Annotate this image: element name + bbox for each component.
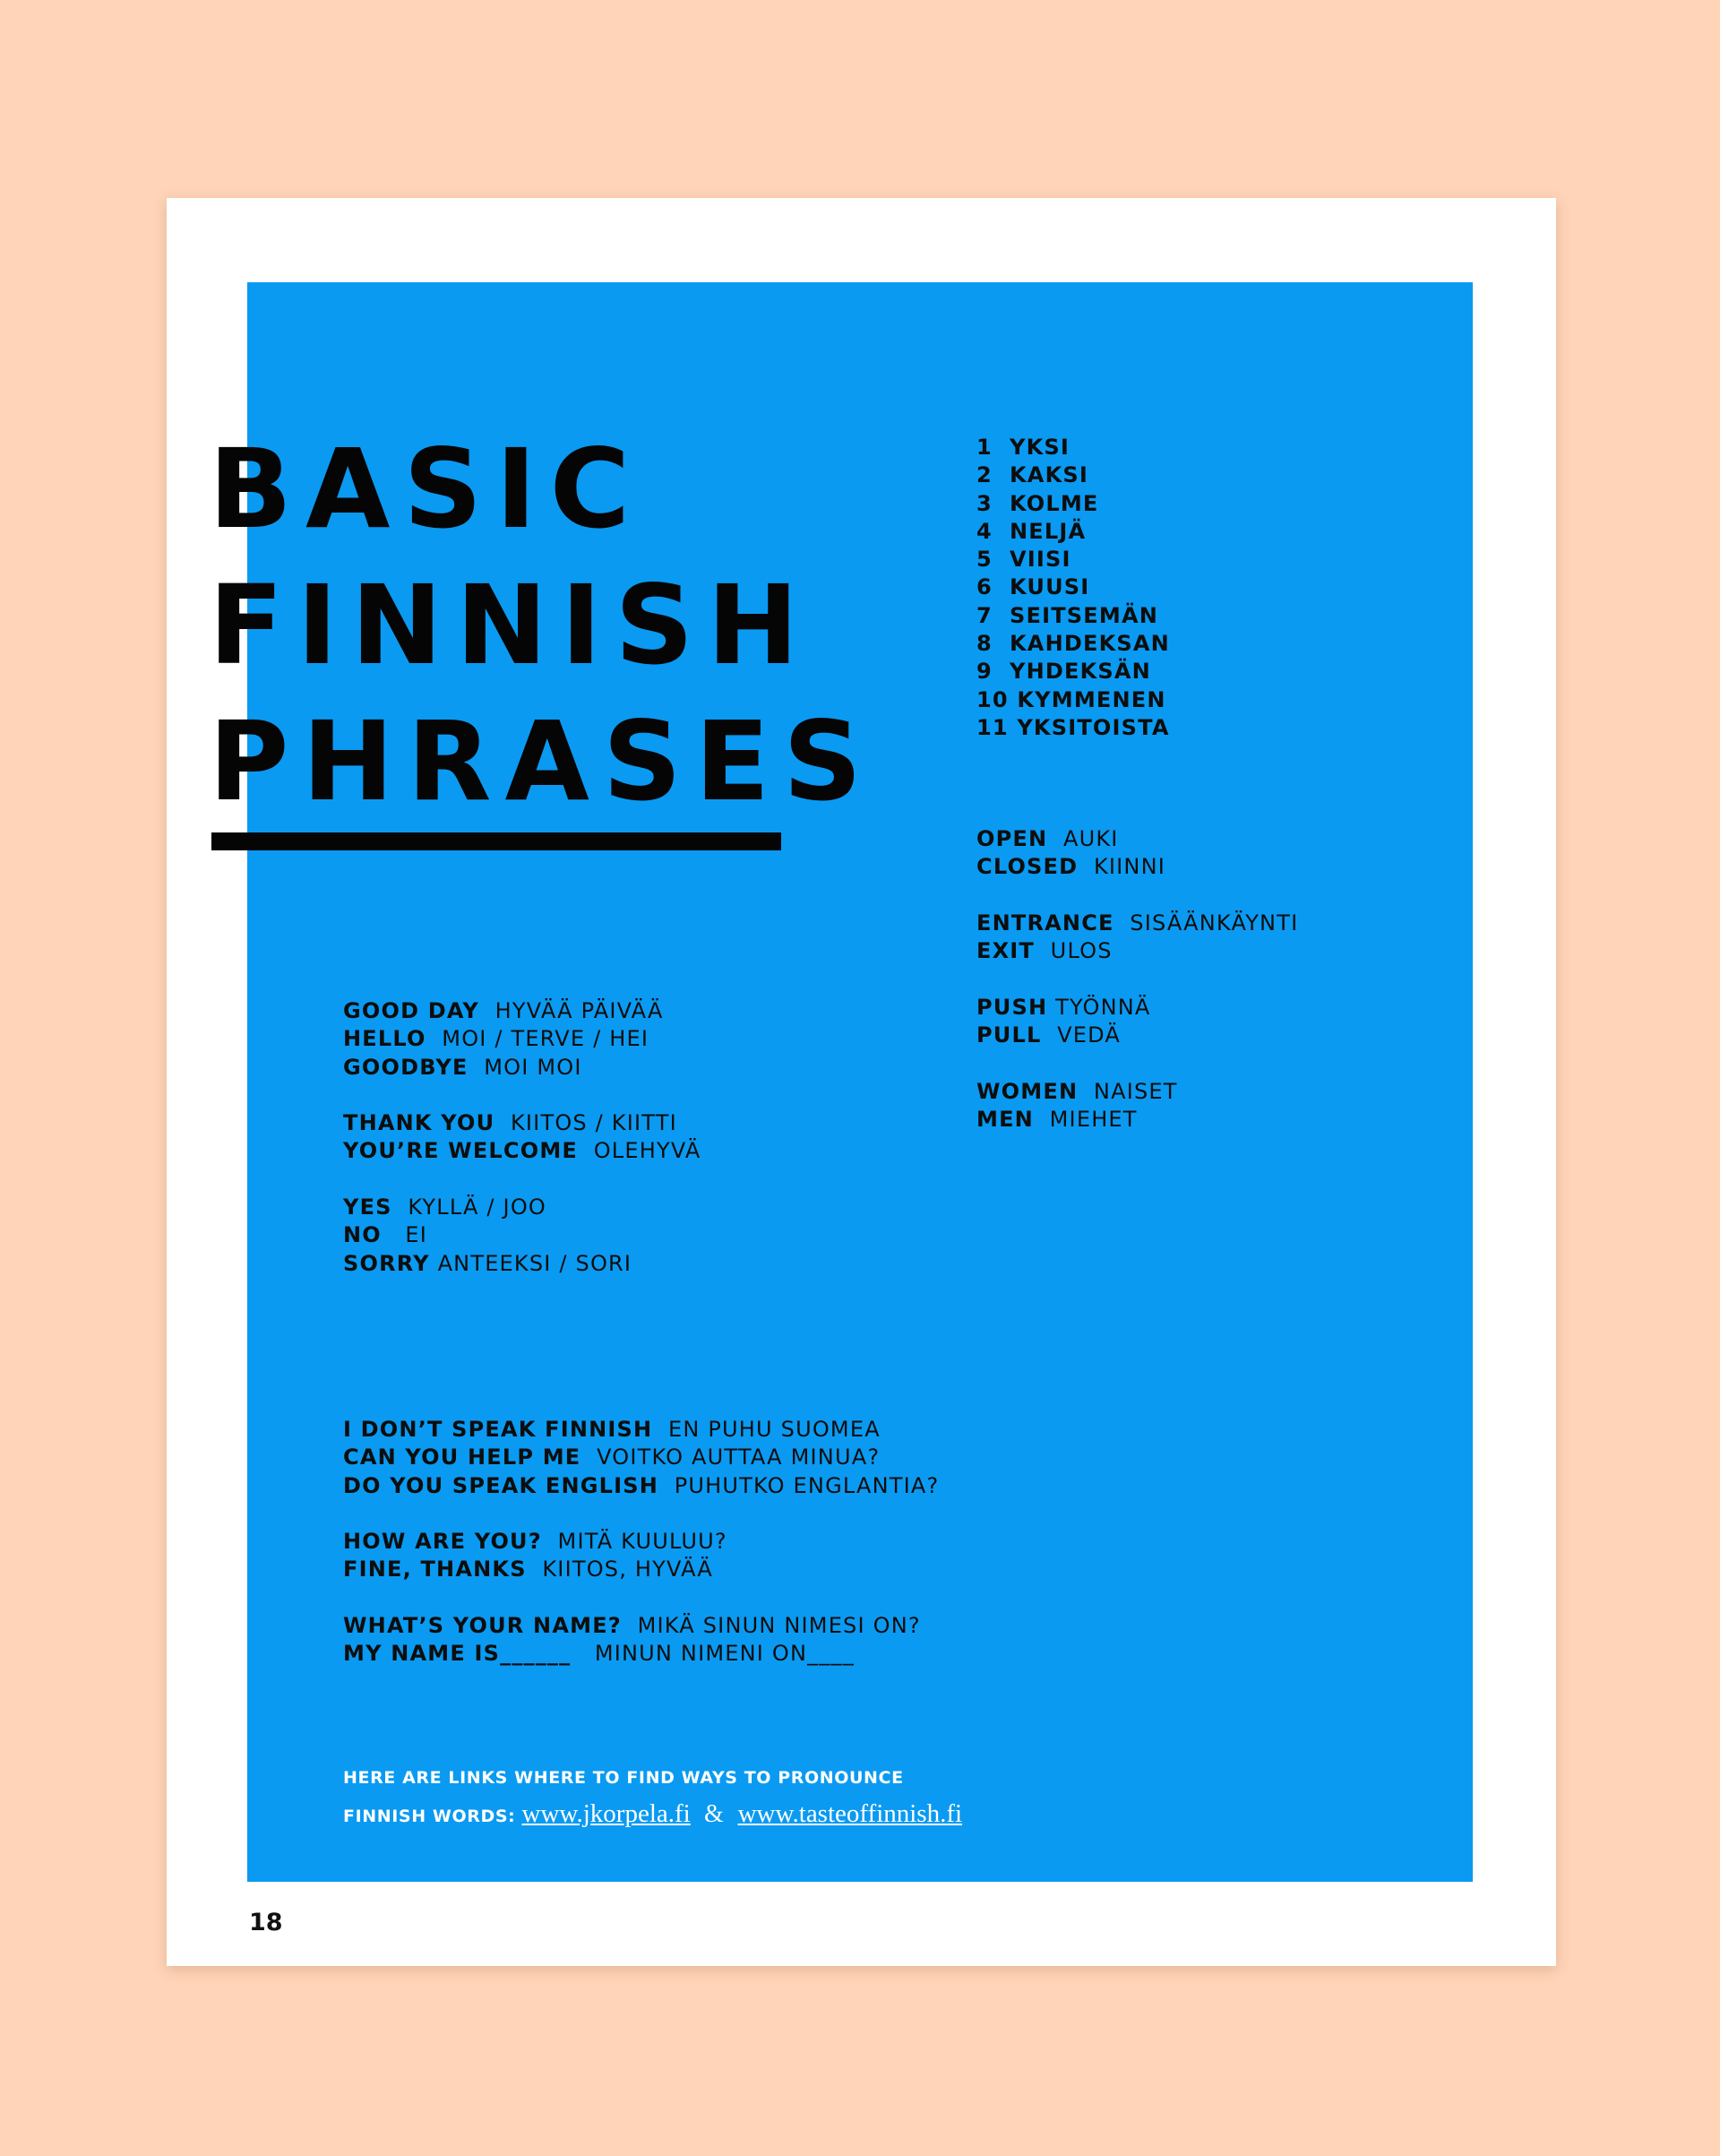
phrase-en: I DON’T SPEAK FINNISH <box>343 1417 653 1442</box>
links-intro-label: FINNISH WORDS: <box>343 1807 516 1826</box>
number-item: 5 VIISI <box>976 547 1071 573</box>
phrase-item <box>343 1416 939 1444</box>
phrase-en: SORRY <box>343 1250 430 1276</box>
title-line-1: BASIC <box>209 426 644 553</box>
number-item: 8 KAHDEKSAN <box>976 631 1170 657</box>
phrase-en: YOU’RE WELCOME <box>343 1138 579 1164</box>
phrase-fi: MOI / TERVE / HEI <box>442 1026 649 1052</box>
phrase-fi: MOI MOI <box>484 1054 582 1080</box>
phrase-fi: KYLLÄ / JOO <box>408 1194 547 1220</box>
phrase-fi: EI <box>405 1222 428 1248</box>
sign-item <box>976 853 1298 881</box>
number-item: 1 YKSI <box>976 435 1071 460</box>
phrase-en: YES <box>343 1194 392 1220</box>
phrase-en: DO YOU SPEAK ENGLISH <box>343 1472 659 1498</box>
number-item: 7 SEITSEMÄN <box>976 602 1159 628</box>
phrase-item <box>343 1528 939 1556</box>
sign-en: PUSH <box>976 994 1048 1020</box>
sign-item <box>976 1022 1298 1049</box>
number-item: 3 KOLME <box>976 490 1099 516</box>
basic-phrases-list <box>343 997 701 1278</box>
sign-fi: KIINNI <box>1093 854 1166 880</box>
phrase-item <box>343 997 701 1025</box>
phrase-en: CAN YOU HELP ME <box>343 1445 581 1470</box>
phrase-fi: MITÄ KUULUU? <box>557 1529 727 1555</box>
phrase-fi: EN PUHU SUOMEA <box>668 1417 881 1442</box>
phrase-item <box>343 1444 939 1471</box>
sign-en: WOMEN <box>976 1078 1079 1104</box>
phrase-en: MY NAME IS______ <box>343 1641 572 1667</box>
phrase-fi: ANTEEKSI / SORI <box>437 1250 632 1276</box>
phrase-fi: HYVÄÄ PÄIVÄÄ <box>494 998 664 1023</box>
phrase-en: HELLO <box>343 1026 426 1052</box>
phrase-en: HOW ARE YOU? <box>343 1529 542 1555</box>
numbers-list <box>976 434 1170 742</box>
sign-en: PULL <box>976 1022 1042 1048</box>
phrase-en: NO <box>343 1222 382 1248</box>
sign-fi: VEDÄ <box>1057 1022 1121 1048</box>
title-line-3: PHRASES <box>209 698 875 825</box>
conversation-phrases-list <box>343 1416 939 1669</box>
jkorpela-link[interactable]: www.jkorpela.fi <box>521 1799 691 1828</box>
pronunciation-links <box>343 1760 962 1834</box>
phrase-en: WHAT’S YOUR NAME? <box>343 1613 622 1639</box>
sign-item <box>976 1078 1298 1106</box>
number-item: 6 KUUSI <box>976 574 1090 600</box>
links-separator: & <box>703 1800 725 1828</box>
title-underline <box>211 832 781 850</box>
phrase-fi: MIKÄ SINUN NIMESI ON? <box>637 1613 921 1639</box>
phrase-fi: KIITOS, HYVÄÄ <box>542 1557 713 1583</box>
sign-en: ENTRANCE <box>976 910 1114 936</box>
sign-en: CLOSED <box>976 854 1079 880</box>
sign-item <box>976 910 1298 937</box>
number-item: 10 KYMMENEN <box>976 686 1166 712</box>
number-item: 9 YHDEKSÄN <box>976 659 1151 685</box>
sign-fi: MIEHET <box>1049 1106 1138 1132</box>
phrase-item <box>343 1025 701 1053</box>
sign-fi: TYÖNNÄ <box>1055 994 1151 1020</box>
sign-item <box>976 994 1298 1022</box>
page-number: 18 <box>249 1909 283 1936</box>
phrase-en: GOOD DAY <box>343 998 479 1023</box>
phrase-item <box>343 1640 939 1668</box>
sign-fi: NAISET <box>1093 1078 1178 1104</box>
sign-en: MEN <box>976 1106 1034 1132</box>
phrase-fi: VOITKO AUTTAA MINUA? <box>597 1445 881 1470</box>
phrase-item <box>343 1194 701 1221</box>
sign-item <box>976 937 1298 965</box>
page-title <box>209 421 875 830</box>
phrase-item <box>343 1556 939 1583</box>
sign-en: OPEN <box>976 826 1048 851</box>
title-line-2: FINNISH <box>209 562 813 689</box>
number-item: 4 NELJÄ <box>976 518 1087 544</box>
sign-item <box>976 825 1298 853</box>
number-item: 2 KAKSI <box>976 462 1088 488</box>
phrase-fi: OLEHYVÄ <box>593 1138 701 1164</box>
sign-fi: SISÄÄNKÄYNTI <box>1130 910 1299 936</box>
sign-fi: AUKI <box>1062 826 1119 851</box>
phrase-fi: KIITOS / KIITTI <box>510 1110 677 1136</box>
phrase-fi: MINUN NIMENI ON____ <box>594 1641 855 1667</box>
number-item: 11 YKSITOISTA <box>976 714 1170 740</box>
phrase-item <box>343 1109 701 1137</box>
signs-list <box>976 825 1298 1134</box>
phrase-item <box>343 1612 939 1640</box>
phrase-fi: PUHUTKO ENGLANTIA? <box>674 1472 940 1498</box>
sign-item <box>976 1106 1298 1134</box>
phrase-item <box>343 1137 701 1165</box>
sign-fi: ULOS <box>1050 938 1113 964</box>
phrase-item <box>343 1472 939 1500</box>
phrase-item <box>343 1250 701 1278</box>
sign-en: EXIT <box>976 938 1035 964</box>
phrase-en: THANK YOU <box>343 1110 495 1136</box>
phrase-en: FINE, THANKS <box>343 1557 527 1583</box>
phrase-en: GOODBYE <box>343 1054 469 1080</box>
phrase-item <box>343 1221 701 1249</box>
phrase-item <box>343 1054 701 1082</box>
tasteoffinnish-link[interactable]: www.tasteoffinnish.fi <box>737 1799 963 1828</box>
links-intro: HERE ARE LINKS WHERE TO FIND WAYS TO PRONOUNCE <box>343 1768 904 1788</box>
